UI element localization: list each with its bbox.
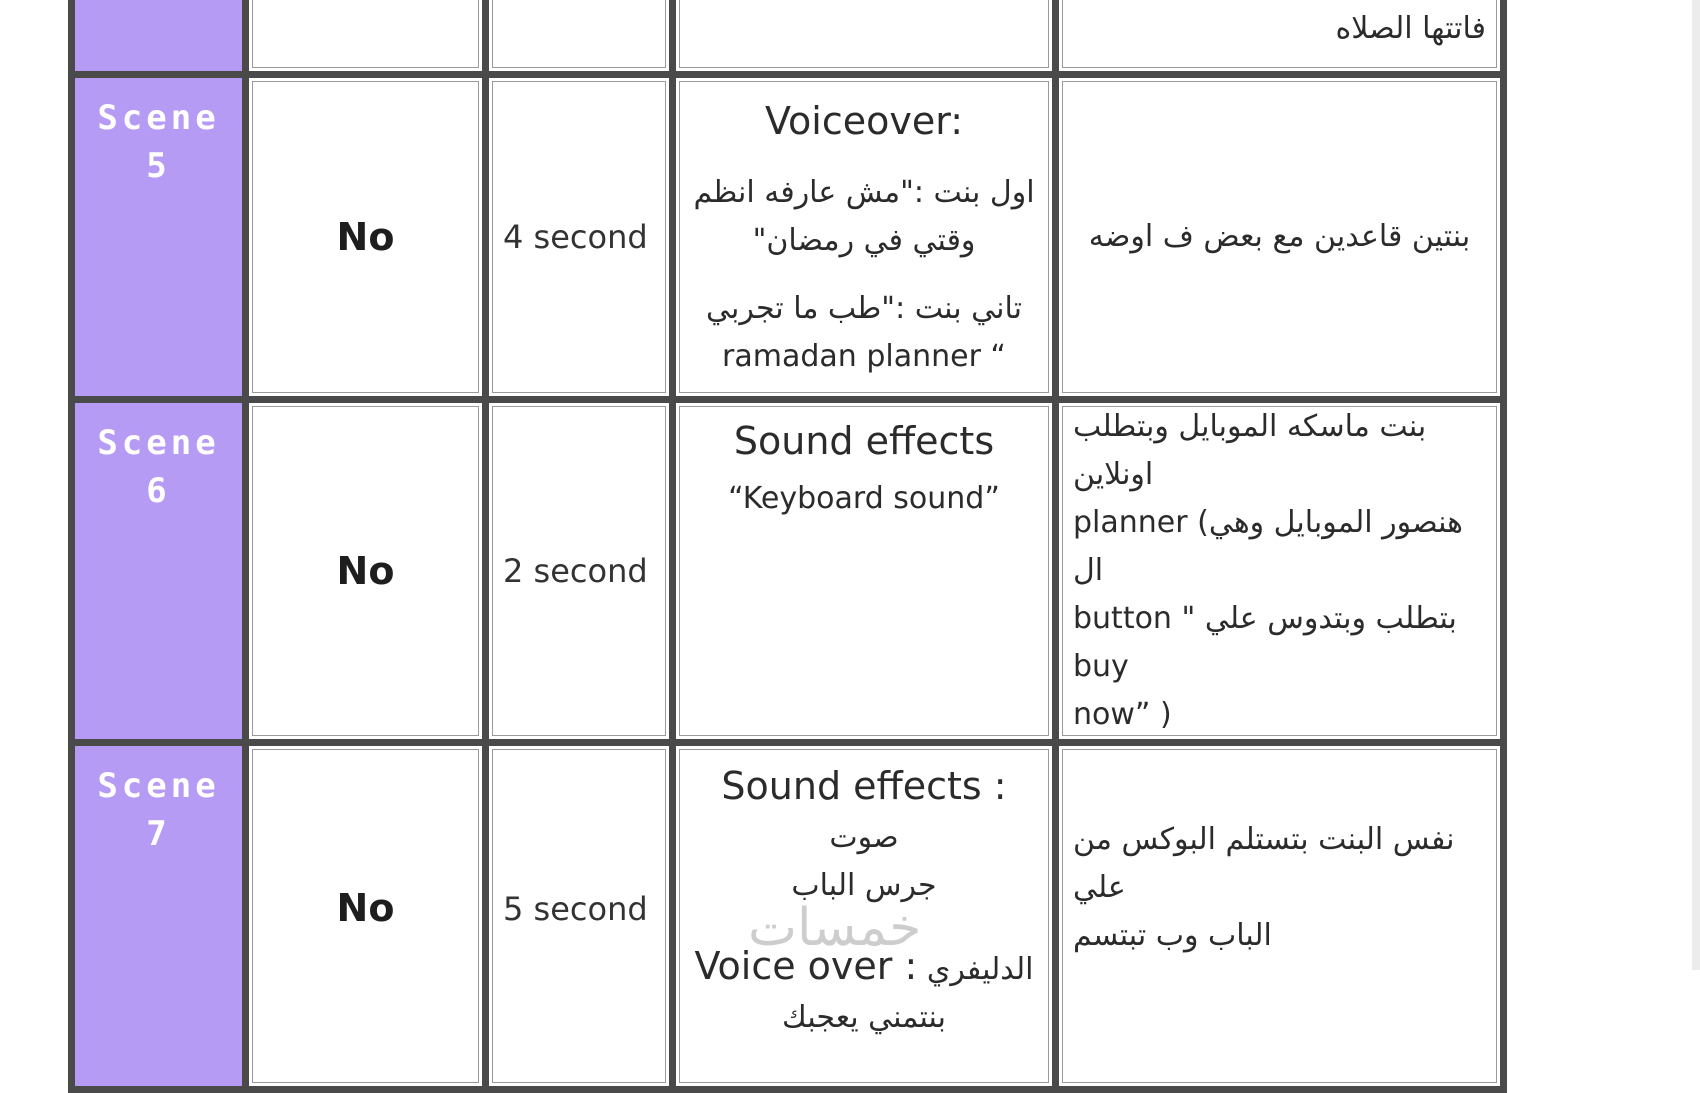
audio-heading: Voiceover:: [765, 99, 963, 143]
audio-cell-previous: [676, 0, 1052, 71]
sound-effects-label: Sound effects :: [721, 764, 1007, 808]
sound-effects-text: صوت: [829, 820, 899, 855]
scene-cell-6: [75, 403, 242, 739]
dialogue-line: تاني بنت :"طب ما تجربي: [706, 291, 1022, 326]
duration-value: 4 second: [503, 218, 648, 256]
edit-cell-7: [249, 746, 482, 1086]
scene-cell-7: [75, 746, 242, 1086]
edit-value: No: [336, 549, 395, 593]
scene-number: 5: [146, 146, 171, 186]
visual-description: بنتين قاعدين مع بعض ف اوضه: [1088, 219, 1471, 254]
table-row-previous-scene: [75, 0, 1500, 71]
duration-value: 2 second: [503, 552, 648, 590]
duration-cell-6: [489, 403, 669, 739]
scene-label: Scene: [97, 423, 220, 463]
scene-label: Scene: [97, 766, 220, 806]
duration-value: 5 second: [503, 890, 648, 928]
sound-effect-line: “Keyboard sound”: [728, 481, 1000, 516]
visual-line: بتطلب وبتدوس علي button " buy: [1073, 601, 1457, 684]
visual-line: نفس البنت بتستلم البوكس من علي: [1073, 822, 1455, 905]
table-row-scene-5: [75, 78, 1500, 396]
scene-label: Scene: [97, 98, 220, 138]
visual-line: الباب وب تبتسم: [1073, 918, 1272, 953]
visual-cell-7: [1059, 746, 1500, 1086]
audio-cell-6: [676, 403, 1052, 739]
scene-number: 6: [146, 471, 171, 511]
visual-line: هنصور الموبايل وهي) planner ال: [1073, 505, 1463, 588]
visual-cell-5: [1059, 78, 1500, 396]
voice-over-text: الدليفري: [926, 952, 1034, 987]
visual-line: now” ): [1073, 697, 1172, 732]
dialogue-line: وقتي في رمضان": [752, 223, 976, 258]
edit-cell-previous: [249, 0, 482, 71]
duration-cell-previous: [489, 0, 669, 71]
table-row-scene-6: [75, 403, 1500, 739]
audio-heading: Sound effects: [733, 419, 995, 463]
dialogue-line: اول بنت :"مش عارفه انظم: [693, 175, 1035, 210]
duration-cell-7: [489, 746, 669, 1086]
sound-effects-line: جرس الباب: [791, 868, 937, 903]
audio-cell-5: [676, 78, 1052, 396]
edit-value: No: [336, 215, 395, 259]
dialogue-line: ramadan planner “: [722, 339, 1006, 374]
edit-cell-5: [249, 78, 482, 396]
scene-number: 7: [146, 814, 171, 854]
visual-cell-previous: [1059, 0, 1500, 71]
scene-cell-previous: [75, 0, 242, 71]
edit-value: No: [336, 886, 395, 930]
visual-text-previous: فاتتها الصلاه: [1335, 11, 1486, 46]
scene-cell-5: [75, 78, 242, 396]
visual-line: بنت ماسكه الموبايل وبتطلب اونلاين: [1073, 409, 1427, 492]
page-edge: [1692, 0, 1700, 970]
voice-over-line: بنتمني يعجبك: [782, 1000, 946, 1035]
duration-cell-5: [489, 78, 669, 396]
voice-over-label: Voice over :: [694, 944, 918, 988]
watermark: خمسات: [748, 898, 922, 958]
edit-cell-6: [249, 403, 482, 739]
visual-cell-6: [1059, 403, 1500, 739]
